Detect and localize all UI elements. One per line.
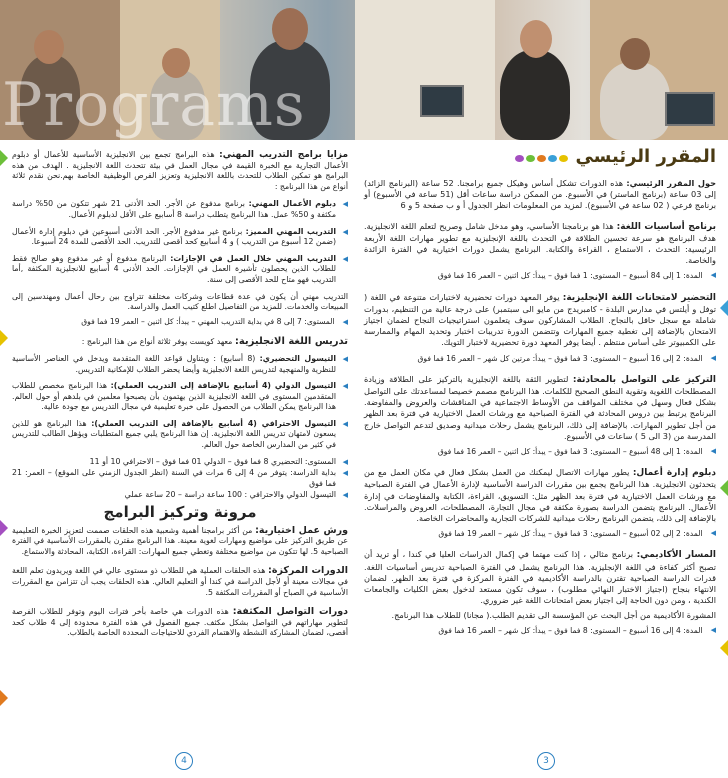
coop-paragraph: مزايا برامج التدريب المهني: هذه البرامج تجمع بين الانجليزية الأساسية للأعمال أو دبلوم الأعمال التجارية مع الخبرة القيمة في مجال العمل في بيئة تتحدث اللغة الانجليزية . الهدف من هذه البرامج هو تمكين الطلاب للتحدث باللغة الانجليزية وتعزيز الفرص الوظيفية الخاصة بهم.نحن نقدم ثلاثة أنواع من هذا البرنامج : bbox=[12, 150, 349, 191]
biz-paragraph: دبلوم إدارة أعمال: يطور مهارات الاتصال ليمكنك من العمل بشكل فعال في مكان العمل مع من يتحدثون الانجليزية. هذا البرنامج يجمع بين مقررات الدراسة الأساسية لإدارة الأعمال في الفترة الصباحية مع ورشات العمل الاختيارية في فترة بعد الظهر مثل: التسويق، القراءة، الكتابة والمفاوضات في إدارة الأعمال. البرنامج يتضمن الدراسة بصورة مكثفة في مجال التجارة، المصطلحات، العروض والمراسلات. بالإضافة إلى ذلك، يتضمن البرنامج رحلات ميدانية للشركات التجارية والمحاضرات الخاصة. bbox=[364, 467, 716, 524]
page-number-right: 3 bbox=[537, 752, 555, 770]
page-number-left: 4 bbox=[175, 752, 193, 770]
coop-item: ◀ التدريب المهني المميز: برنامج غير مدفوع الأجر. الحد الأدنى أسبوعين في دبلوم إدارة الأعمال (ضمن 12 أسبوع من التدريب ) و 4 أسابيع كحد أقصى للتدريب. الحد الأقصى للمدة 24 أسبوعا. bbox=[12, 227, 348, 248]
workshops-paragraph: ورش عمل اختيارية: من أكثر برامجنا أهمية وشعبية هذه الحلقات صممت لتعزيز الخبرة التعليمية عن طريق التركيز على مواضيع ومهارات لغوية معينة. هذا البرنامج مقترن بالمقررات الأساسية في الفترة الصباحية 5. لها تتكون من مواضيع مختلفة وتغطي جميع المهارات: القراءة، الكتابة، المحادثة والاستماع. bbox=[12, 524, 349, 556]
teach-item: ◀ التيسول الاحترافي (4 أسابيع بالإضافة إلى التدريب العملي): هذا البرنامج هو للذين يسعون لامتهان تدريس اللغة الانجليزية. إن هذا البرنامج يلبي جميع المتطلبات ويؤهل الطالب للتدريس في كثير من المدارس الخاصة حول العالم. bbox=[12, 419, 348, 451]
triangle-bullet-icon: ◀ bbox=[710, 353, 716, 362]
side-arrow-decoration bbox=[720, 480, 728, 496]
teach-item: ◀ التيسول التحضيري: (8 أسابيع) : ويتناول قواعد اللغة المتقدمة ويدخل في العناصر الأساسية للنظرية والمنهجية لتدريس اللغة الانجليزية وأيضا يحضر الطلاب للإمكانية التدريس. bbox=[12, 354, 348, 375]
main-course-title-row bbox=[364, 146, 716, 168]
triangle-bullet-icon: ◀ bbox=[710, 447, 716, 456]
triangle-bullet-icon: ◀ bbox=[342, 317, 348, 326]
exam-paragraph: التحضير لامتحانات اللغة الإنجليزية: يوفر المعهد دورات تحضيرية لاختبارات متنوعة في اللغة ( توفل و أيلتس في مدارس البلدة - كامبريدج من مايو الى سبتمبر) على درجة عالية من التنظيم، بدورات شاملة مع سجل حافل بالنجاح. الطلاب المشاركون سوف يتعلمون استراتيجيات النجاح لضمان اجتياز الامتحان بالإضافة إلى تغطية جميع المهارات وتتضمن الدورة تدريبات اختبار وتحديد المهام والممارسة على الكمبيوتر على أساس منتظم . أيضا يوفر المعهد دورة تحضيرية لاختبار التويك. bbox=[364, 291, 717, 348]
triangle-bullet-icon: ◀ bbox=[710, 529, 716, 538]
teach-heading: تدريس اللغة الانجليزية: معهد كويست يوفر ثلاثة أنواع من هذا البرنامج : bbox=[81, 336, 348, 348]
intro-paragraph: حول المقرر الرئيسي: هذه الدورات تشكل أساس وهيكل جميع برامجنا. 52 ساعة (البرنامج الزائد) إلى 03 ساعة (برنامج الماستر) في الأسبوع. من الممكن دراسة ساعات أقل (51 ساعة في الأسبوع) أو برنامج فرعي ( 02 ساعة في الأسبوع). لمزيد من المعلومات انظر الجدول أ و ب صفحة 5 و 6 bbox=[364, 178, 716, 211]
side-arrow-decoration bbox=[0, 690, 8, 706]
teach-item: ◀ التيسول الدولي (4 أسابيع بالإضافة إلى التدريب العملي): هذا البرنامج مخصص للطلاب المتقدمين المستوى في اللغة الانجليزية الذين يهتمون بأن يصبحوا معلمين في بلدهم أو حول العالم. هذا البرنامج يمكن الطلاب من الحصول على خبرة تعليمية في مجال التدريس مع جودة عالية. bbox=[12, 381, 348, 413]
triangle-bullet-icon: ◀ bbox=[710, 271, 716, 280]
colored-dot bbox=[515, 155, 524, 162]
colored-dot bbox=[537, 155, 546, 162]
triangle-bullet-icon: ◀ bbox=[710, 625, 716, 634]
skills-paragraph: برنامج أساسيات اللغة: هذا هو برنامجنا الأساسي، وهو مدخل شامل وصريح لتعلم اللغة الانجليزية. هدف البرنامج هو سرعة تحسين الطلاقة في التحدث باللغة الإنجليزية مع تطوير مهارات اللغة الأربعة الرئيسية: التحدث ، الاستماع ، القراءة والكتابة. البرنامج يشمل دورات اختيارية في الفترة الزائدة والخاصة. bbox=[364, 220, 716, 266]
biz-duration: ◀ المدة: 2 إلى 02 أسبوع – المستوى: 3 فما فوق – يبدأ: كل شهر – العمر 19 فما فوق bbox=[438, 529, 716, 539]
skills-duration: ◀ المدة: 1 إلى 84 أسبوع – المستوى: 1 فما فوق – يبدأ: كل اثنين – العمر 16 فما فوق bbox=[437, 271, 716, 281]
focus-paragraph: الدورات المركزة: هذه الحلقات العملية هي للطلاب ذو مستوى عالي في اللغة ويريدون تعلم اللغة في مجالات معينة أو لأجل الدراسة في كندا أو التعليم العالي. هذه الحلقات يجب أن تتزامن مع المقررات الأساسية في الصباح أو المقررات المكثفة 5. bbox=[12, 565, 349, 597]
side-arrow-decoration bbox=[0, 330, 8, 346]
side-arrow-decoration bbox=[0, 150, 8, 166]
side-arrow-decoration bbox=[0, 520, 8, 536]
teach-detail-line: ◀ التيسول الدولي والاحترافي : 100 ساعة دراسة – 20 ساعة عملي bbox=[12, 490, 348, 501]
teach-detail-line: ◀ بداية الدراسة: يتوفر من 4 إلى 6 مرات في السنة (انظر الجدول الزمني على الموقع) – العمر: 21 فما فوق bbox=[12, 468, 348, 489]
coop-note: التدريب مهني أن يكون في عدة قطاعات وشركات مختلفة تتراوح بين رحال أعمال ومهندسين إلى المبيعات والخدمات. للمزيد من التفاصيل اطلع كتيب العمل والدراسة. bbox=[12, 291, 348, 312]
colored-dots-decoration bbox=[514, 146, 569, 168]
comm-duration: ◀ المدة: 1 إلى 48 أسبوع – المستوى: 3 فما فوق – يبدأ: كل اثنين – العمر 16 فما فوق bbox=[437, 447, 716, 457]
coop-item: ◀ التدريب المهني خلال العمل في الإجازات: البرنامج مدفوع أو غير مدفوع وهو صالح فقط للطلاب الذين يحصلون تأشيرة العمل في الإجازات. الحد الأدنى 4 أسابيع للانجليزية المكثفة ,أما التدريب فهو متاح للحد الأقصى إلى سنة. bbox=[12, 254, 348, 286]
flex-section-title: مرونة وتركيز البرامج bbox=[103, 503, 257, 522]
right-column bbox=[364, 146, 716, 646]
left-column bbox=[12, 150, 348, 642]
coop-item: ◀ دبلوم الأعمال المهني: برنامج مدفوع عن الأجر. الحد الأدنى 21 شهر تتكون من 50% دراسة مكثفة و 50% عمل. هذا البرنامج يتطلب دراسة 8 أسابيع على الأقل لدبلوم الأعمال. bbox=[12, 199, 348, 220]
hero-overlay-word: Programs bbox=[2, 70, 306, 140]
teach-detail-line: ◀ المستوى: التحضيري 8 فما فوق – الدولي 01 فما فوق – الاحترافي 10 أو 11 bbox=[12, 457, 348, 468]
hero-photo bbox=[0, 0, 728, 140]
acad-paragraph: المسار الأكاديمي: برنامج مثالي ، إذا كنت مهتما في إكمال الدراسات العليا في كندا ، أو تريد أن تصبح أكثر كفاءة في اللغة الإنجليزية. هذا البرنامج يشمل في الفترة الصباحية تدريس أساسيات اللغة. قدرات الدراسة الصباحية تقترن بالدراسة الأكاديمية في الفترة المركزة في فترة بعد الظهر. لضمان الانتهاء بنجاح (اجتياز الاختبار النهائي مطلوب) ، سوف تكون مستعد لدخول بعض الكليات والجامعات الكندية ، ومن دون الحاجة إلى اجتياز بعض امتحانات اللغة غير ضروري. bbox=[364, 549, 716, 606]
acad-paragraph-2: المشورة الأكاديمية من أجل البحث عن المؤسسة الى تقديم الطلب.( مجانا) للطلاب هذا البرنامج. bbox=[391, 609, 716, 620]
colored-dot bbox=[548, 155, 557, 162]
comm-paragraph: التركيز على التواصل بالمحادثة: لتطوير الثقة باللغة الإنجليزية بالتركيز على الطلاقة وزيادة المصطلحات اللغوية وتقوية النطق الصحيح للكلمات. هذا البرنامج مصمم خصيصا لمساعدتك على التواصل بشكل فعال وسهل في مختلف المواقف من الأوساط الاجتماعية في المناقشات والعروض والمفاوضة. البرنامج يرتبط بين دروس المحادثة في الفترة الصباحية مع ورشات العمل الاختيارية في فترة بعد الظهر من أجل تطوير المهارات. بالإضافة إلى ذلك، البرنامج يشمل رحلات ميدانية وصديق لتدعم التواصل خارج المدرسة من (3 الى 5 ) ساعات في الأسبوع. bbox=[364, 373, 716, 441]
acad-duration: ◀ المدة: 4 إلى 16 أسبوع – المستوى: 8 فما فوق – يبدأ: كل شهر – العمر 16 فما فوق bbox=[438, 625, 716, 635]
coop-duration: ◀ المستوى: 7 إلى 8 في بداية التدريب المهني – يبدأ: كل اثنين – العمر 19 فما فوق bbox=[81, 316, 348, 326]
colored-dot bbox=[526, 155, 535, 162]
side-arrow-decoration bbox=[720, 640, 728, 656]
comm2-paragraph: دورات التواصل المكثفة: هذه الدورات هي خاصة بأخر فترات اليوم وتوفر للطلاب الفرصة لتطوير مهاراتهم في التواصل بشكل مكثف. جميع الفصول في هذه الفترة محدودة إلى 4 طلاب كحد أقصى، لضمان المشاركة النشطة والاهتمام الفردي للاحتياجات المحددة الخاصة بالطلاب. bbox=[12, 606, 349, 638]
side-arrow-decoration bbox=[720, 300, 728, 316]
exam-duration: ◀ المدة: 2 إلى 16 أسبوع – المستوى: 3 فما فوق – يبدأ: مرتين كل شهر – العمر 16 فما فوق bbox=[417, 353, 716, 363]
main-course-title: المقرر الرئيسي bbox=[575, 146, 716, 167]
colored-dot bbox=[559, 155, 568, 162]
